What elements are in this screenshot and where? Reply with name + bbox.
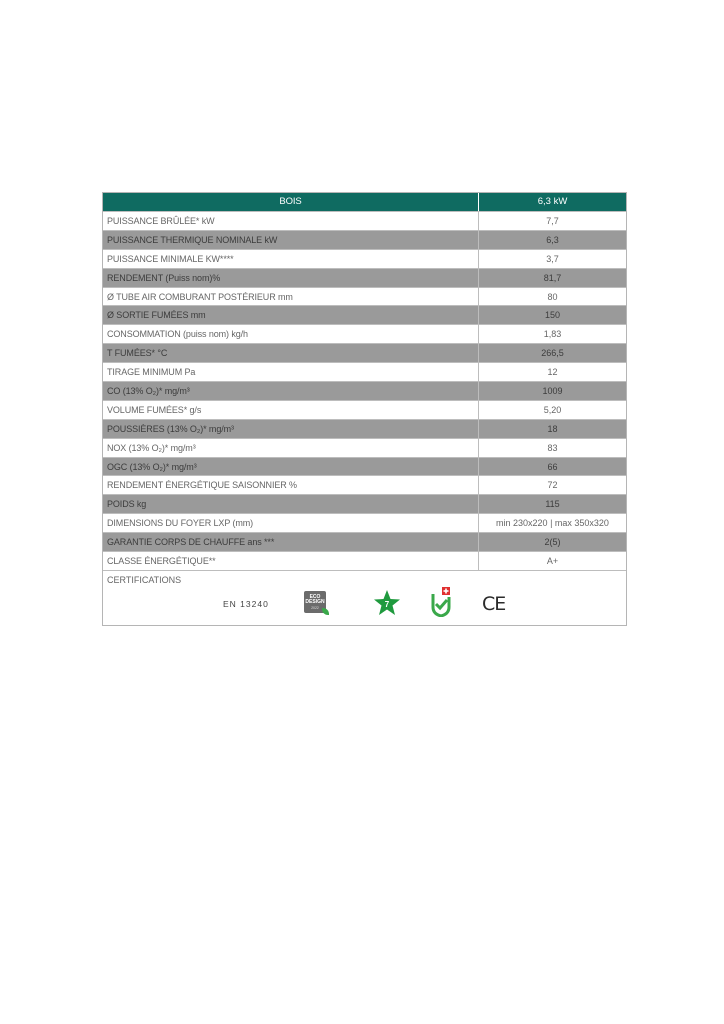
row-value: 150 bbox=[544, 310, 561, 321]
row-label: Ø TUBE AIR COMBURANT POSTÉRIEUR mm bbox=[103, 288, 479, 306]
table-row bbox=[103, 439, 626, 458]
spec-table bbox=[102, 192, 627, 626]
row-label: T FUMÉES* °C bbox=[103, 344, 479, 362]
ecodesign-line2: DESIGN bbox=[305, 598, 325, 605]
row-label: POUSSIÈRES (13% O₂)* mg/m³ bbox=[103, 420, 479, 438]
row-value: 80 bbox=[547, 291, 558, 302]
row-value: 18 bbox=[547, 423, 558, 434]
table-body bbox=[103, 212, 626, 571]
swiss-quality-icon bbox=[430, 587, 452, 617]
table-row bbox=[103, 552, 626, 571]
row-label: DIMENSIONS DU FOYER LXP (mm) bbox=[103, 514, 479, 532]
row-label: CLASSE ÉNERGÉTIQUE** bbox=[103, 552, 479, 570]
table-row bbox=[103, 344, 626, 363]
row-value: 83 bbox=[547, 442, 558, 453]
row-value: 6,3 bbox=[546, 234, 559, 245]
table-row bbox=[103, 363, 626, 382]
table-row bbox=[103, 269, 626, 288]
table-row bbox=[103, 325, 626, 344]
table-row bbox=[103, 250, 626, 269]
table-row bbox=[103, 288, 626, 307]
table-row bbox=[103, 401, 626, 420]
table-row bbox=[103, 495, 626, 514]
row-label: RENDEMENT ÉNERGÉTIQUE SAISONNIER % bbox=[103, 476, 479, 494]
row-value: 72 bbox=[547, 480, 558, 491]
table-row bbox=[103, 514, 626, 533]
ecodesign-badge-icon bbox=[304, 591, 326, 613]
en-standard-label: EN 13240 bbox=[223, 598, 269, 609]
row-value: 81,7 bbox=[543, 272, 562, 283]
row-value: A+ bbox=[546, 556, 559, 567]
table-row bbox=[103, 458, 626, 477]
row-value: 115 bbox=[545, 499, 560, 510]
row-label: TIRAGE MINIMUM Pa bbox=[103, 363, 479, 381]
ce-mark-icon: CE bbox=[482, 592, 506, 615]
table-row bbox=[103, 212, 626, 231]
row-label: CO (13% O₂)* mg/m³ bbox=[103, 382, 479, 400]
row-value: min 230x220 | max 350x320 bbox=[496, 518, 609, 529]
row-label: CONSOMMATION (puiss nom) kg/h bbox=[103, 325, 479, 343]
row-label: RENDEMENT (Puiss nom)% bbox=[103, 269, 479, 287]
table-row bbox=[103, 533, 626, 552]
row-value: 66 bbox=[547, 461, 558, 472]
leaf-icon bbox=[322, 608, 329, 615]
row-label: PUISSANCE MINIMALE KW**** bbox=[103, 250, 479, 268]
row-value: 1,83 bbox=[543, 329, 562, 340]
certifications-label: CERTIFICATIONS bbox=[107, 574, 182, 585]
row-value: 2(5) bbox=[544, 537, 561, 548]
table-row bbox=[103, 476, 626, 495]
row-label: PUISSANCE BRÛLÉE* kW bbox=[103, 212, 479, 230]
row-label: VOLUME FUMÉES* g/s bbox=[103, 401, 479, 419]
row-value: 3,7 bbox=[546, 253, 559, 264]
ecodesign-year: 2022 bbox=[311, 605, 319, 610]
table-row bbox=[103, 306, 626, 325]
ecodesign-line1: ECO bbox=[309, 593, 321, 600]
row-label: Ø SORTIE FUMÉES mm bbox=[103, 306, 479, 324]
table-header bbox=[103, 193, 626, 212]
header-power-value: 6,3 kW bbox=[537, 196, 568, 207]
row-label: NOX (13% O₂)* mg/m³ bbox=[103, 439, 479, 457]
row-value: 5,20 bbox=[543, 404, 562, 415]
row-label: POIDS kg bbox=[103, 495, 479, 513]
header-fuel-label: BOIS bbox=[103, 193, 479, 211]
row-label: PUISSANCE THERMIQUE NOMINALE kW bbox=[103, 231, 479, 249]
certifications-row bbox=[103, 571, 626, 625]
table-row bbox=[103, 231, 626, 250]
row-label: GARANTIE CORPS DE CHAUFFE ans *** bbox=[103, 533, 479, 551]
row-value: 12 bbox=[547, 367, 558, 378]
star-number: 7 bbox=[384, 599, 390, 609]
row-value: 266,5 bbox=[541, 348, 564, 359]
row-value: 1009 bbox=[542, 386, 563, 397]
table-row bbox=[103, 420, 626, 439]
table-row bbox=[103, 382, 626, 401]
row-label: OGC (13% O₂)* mg/m³ bbox=[103, 458, 479, 476]
star-7-icon bbox=[373, 589, 401, 617]
row-value: 7,7 bbox=[546, 216, 559, 226]
